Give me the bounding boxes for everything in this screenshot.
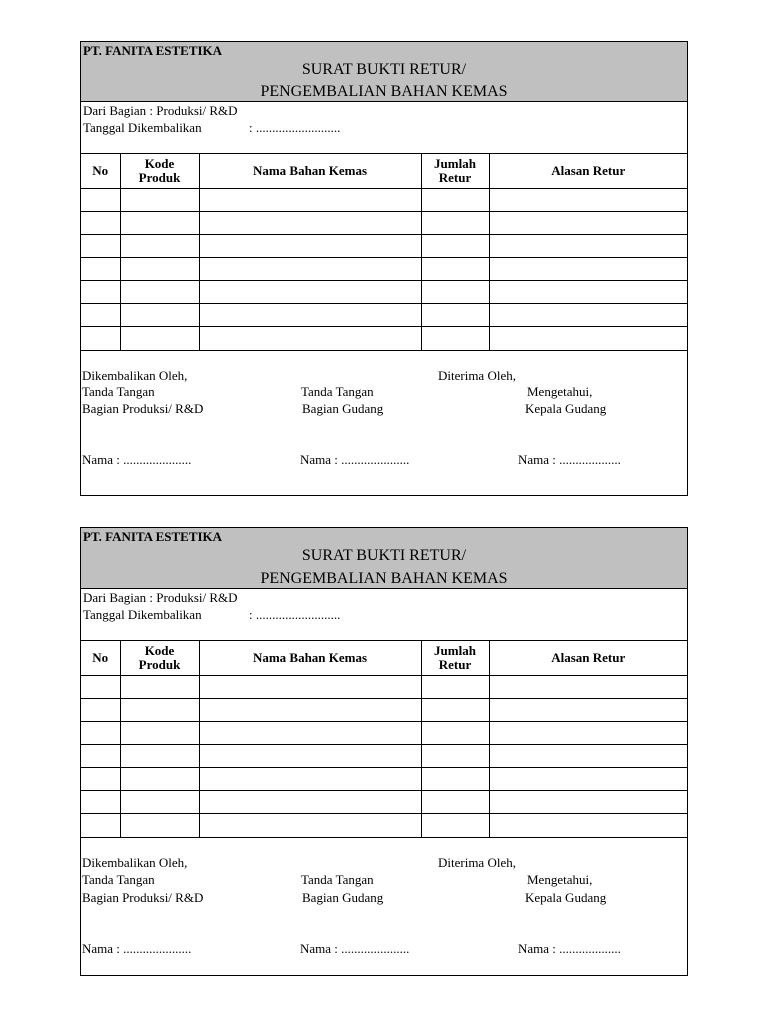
- cell-alasan[interactable]: [489, 722, 687, 745]
- table-row: [81, 768, 687, 791]
- form-title-line-2: PENGEMBALIAN BAHAN KEMAS: [260, 83, 508, 100]
- cell-no[interactable]: [81, 791, 120, 814]
- form-header: [81, 528, 687, 589]
- col-header-nama: Nama Bahan Kemas: [199, 154, 421, 189]
- cell-no[interactable]: [81, 722, 120, 745]
- cell-jumlah[interactable]: [421, 676, 489, 699]
- cell-kode[interactable]: [120, 235, 199, 258]
- cell-alasan[interactable]: [489, 281, 687, 304]
- form-info: [81, 589, 687, 641]
- warehouse-head: Kepala Gudang: [525, 401, 607, 416]
- cell-nama[interactable]: [199, 235, 421, 258]
- table-row: [81, 699, 687, 722]
- cell-no[interactable]: [81, 699, 120, 722]
- col-header-kode-line1: Kode: [144, 643, 175, 658]
- cell-alasan[interactable]: [489, 676, 687, 699]
- return-form-2: [80, 527, 688, 976]
- cell-kode[interactable]: [120, 281, 199, 304]
- cell-kode[interactable]: [120, 189, 199, 212]
- form-title-line-2: PENGEMBALIAN BAHAN KEMAS: [260, 570, 508, 587]
- cell-nama[interactable]: [199, 281, 421, 304]
- name-field-3[interactable]: Nama : ...................: [518, 452, 621, 467]
- company-name: PT. FANITA ESTETIKA: [83, 43, 223, 58]
- cell-alasan[interactable]: [489, 814, 687, 838]
- table-row: [81, 189, 687, 212]
- cell-alasan[interactable]: [489, 327, 687, 351]
- acknowledged-label: Mengetahui,: [527, 872, 593, 887]
- table-row: [81, 327, 687, 351]
- col-header-kode-line1: Kode: [144, 156, 175, 171]
- cell-nama[interactable]: [199, 327, 421, 351]
- cell-alasan[interactable]: [489, 791, 687, 814]
- table-row: [81, 212, 687, 235]
- cell-no[interactable]: [81, 258, 120, 281]
- from-department: Dari Bagian : Produksi/ R&D: [83, 590, 238, 605]
- cell-kode[interactable]: [120, 814, 199, 838]
- cell-alasan[interactable]: [489, 304, 687, 327]
- col-header-kode-line2: Produk: [138, 657, 181, 672]
- department-production: Bagian Produksi/ R&D: [82, 401, 204, 416]
- cell-nama[interactable]: [199, 814, 421, 838]
- cell-alasan[interactable]: [489, 768, 687, 791]
- department-production: Bagian Produksi/ R&D: [82, 890, 204, 905]
- cell-jumlah[interactable]: [421, 189, 489, 212]
- cell-no[interactable]: [81, 768, 120, 791]
- cell-nama[interactable]: [199, 768, 421, 791]
- cell-no[interactable]: [81, 304, 120, 327]
- table-row: [81, 281, 687, 304]
- cell-alasan[interactable]: [489, 235, 687, 258]
- department-warehouse: Bagian Gudang: [302, 401, 384, 416]
- items-table: [81, 154, 687, 351]
- cell-nama[interactable]: [199, 722, 421, 745]
- col-header-kode: [120, 641, 199, 676]
- cell-kode[interactable]: [120, 722, 199, 745]
- cell-nama[interactable]: [199, 189, 421, 212]
- col-header-kode: [120, 154, 199, 189]
- cell-kode[interactable]: [120, 699, 199, 722]
- col-header-alasan: Alasan Retur: [489, 641, 687, 676]
- table-row: [81, 235, 687, 258]
- col-header-no: No: [81, 154, 120, 189]
- cell-kode[interactable]: [120, 304, 199, 327]
- cell-no[interactable]: [81, 281, 120, 304]
- col-header-jumlah-line1: Jumlah: [434, 156, 476, 171]
- table-row: [81, 745, 687, 768]
- warehouse-head: Kepala Gudang: [525, 890, 607, 905]
- cell-jumlah[interactable]: [421, 722, 489, 745]
- cell-kode[interactable]: [120, 327, 199, 351]
- cell-kode[interactable]: [120, 676, 199, 699]
- cell-alasan[interactable]: [489, 745, 687, 768]
- col-header-jumlah: [421, 641, 489, 676]
- return-date-field[interactable]: : ..........................: [249, 120, 341, 135]
- cell-no[interactable]: [81, 212, 120, 235]
- cell-kode[interactable]: [120, 768, 199, 791]
- signature-label-2: Tanda Tangan: [301, 872, 374, 887]
- return-date-field[interactable]: : ..........................: [249, 607, 341, 622]
- company-name: PT. FANITA ESTETIKA: [83, 529, 223, 544]
- cell-nama[interactable]: [199, 791, 421, 814]
- form-title-line-1: SURAT BUKTI RETUR/: [301, 61, 467, 78]
- table-row: [81, 722, 687, 745]
- cell-nama[interactable]: [199, 212, 421, 235]
- cell-no[interactable]: [81, 745, 120, 768]
- signature-label-1: Tanda Tangan: [82, 872, 155, 887]
- cell-jumlah[interactable]: [421, 699, 489, 722]
- form-header: [81, 42, 687, 102]
- department-warehouse: Bagian Gudang: [302, 890, 384, 905]
- signature-label-1: Tanda Tangan: [82, 384, 155, 399]
- acknowledged-label: Mengetahui,: [527, 384, 593, 399]
- cell-jumlah[interactable]: [421, 745, 489, 768]
- cell-no[interactable]: [81, 189, 120, 212]
- cell-jumlah[interactable]: [421, 235, 489, 258]
- signature-label-2: Tanda Tangan: [301, 384, 374, 399]
- name-field-2[interactable]: Nama : .....................: [300, 452, 410, 467]
- table-row: [81, 791, 687, 814]
- col-header-jumlah-line2: Retur: [438, 657, 472, 672]
- cell-nama[interactable]: [199, 745, 421, 768]
- cell-no[interactable]: [81, 814, 120, 838]
- name-field-2[interactable]: Nama : .....................: [300, 941, 410, 956]
- cell-jumlah[interactable]: [421, 281, 489, 304]
- cell-kode[interactable]: [120, 258, 199, 281]
- cell-jumlah[interactable]: [421, 814, 489, 838]
- col-header-nama: Nama Bahan Kemas: [199, 641, 421, 676]
- table-row: [81, 258, 687, 281]
- from-department: Dari Bagian : Produksi/ R&D: [83, 103, 238, 118]
- cell-kode[interactable]: [120, 791, 199, 814]
- cell-alasan[interactable]: [489, 258, 687, 281]
- cell-nama[interactable]: [199, 258, 421, 281]
- signature-section: [81, 838, 687, 975]
- cell-no[interactable]: [81, 235, 120, 258]
- cell-jumlah[interactable]: [421, 258, 489, 281]
- received-by-label: Diterima Oleh,: [438, 368, 516, 383]
- cell-kode[interactable]: [120, 212, 199, 235]
- form-title-line-1: SURAT BUKTI RETUR/: [301, 547, 467, 564]
- cell-alasan[interactable]: [489, 189, 687, 212]
- name-field-1[interactable]: Nama : .....................: [82, 941, 192, 956]
- cell-alasan[interactable]: [489, 699, 687, 722]
- table-header-row: [81, 641, 687, 676]
- cell-nama[interactable]: [199, 676, 421, 699]
- col-header-jumlah-line1: Jumlah: [434, 643, 476, 658]
- return-date-label: Tanggal Dikembalikan: [83, 607, 202, 622]
- cell-jumlah[interactable]: [421, 212, 489, 235]
- name-field-3[interactable]: Nama : ...................: [518, 941, 621, 956]
- col-header-kode-line2: Produk: [138, 170, 181, 185]
- cell-jumlah[interactable]: [421, 791, 489, 814]
- table-header-row: [81, 154, 687, 189]
- form-info: [81, 102, 687, 154]
- cell-nama[interactable]: [199, 699, 421, 722]
- col-header-jumlah: [421, 154, 489, 189]
- table-row: [81, 304, 687, 327]
- signature-section: [81, 351, 687, 495]
- cell-jumlah[interactable]: [421, 327, 489, 351]
- cell-alasan[interactable]: [489, 212, 687, 235]
- table-row: [81, 814, 687, 838]
- cell-jumlah[interactable]: [421, 304, 489, 327]
- cell-no[interactable]: [81, 676, 120, 699]
- items-table: [81, 641, 687, 838]
- received-by-label: Diterima Oleh,: [438, 855, 516, 870]
- cell-kode[interactable]: [120, 745, 199, 768]
- name-field-1[interactable]: Nama : .....................: [82, 452, 192, 467]
- returned-by-label: Dikembalikan Oleh,: [82, 855, 188, 870]
- table-row: [81, 676, 687, 699]
- return-form-1: [80, 41, 688, 496]
- cell-no[interactable]: [81, 327, 120, 351]
- col-header-jumlah-line2: Retur: [438, 170, 472, 185]
- col-header-alasan: Alasan Retur: [489, 154, 687, 189]
- cell-jumlah[interactable]: [421, 768, 489, 791]
- col-header-no: No: [81, 641, 120, 676]
- return-date-label: Tanggal Dikembalikan: [83, 120, 202, 135]
- cell-nama[interactable]: [199, 304, 421, 327]
- returned-by-label: Dikembalikan Oleh,: [82, 368, 188, 383]
